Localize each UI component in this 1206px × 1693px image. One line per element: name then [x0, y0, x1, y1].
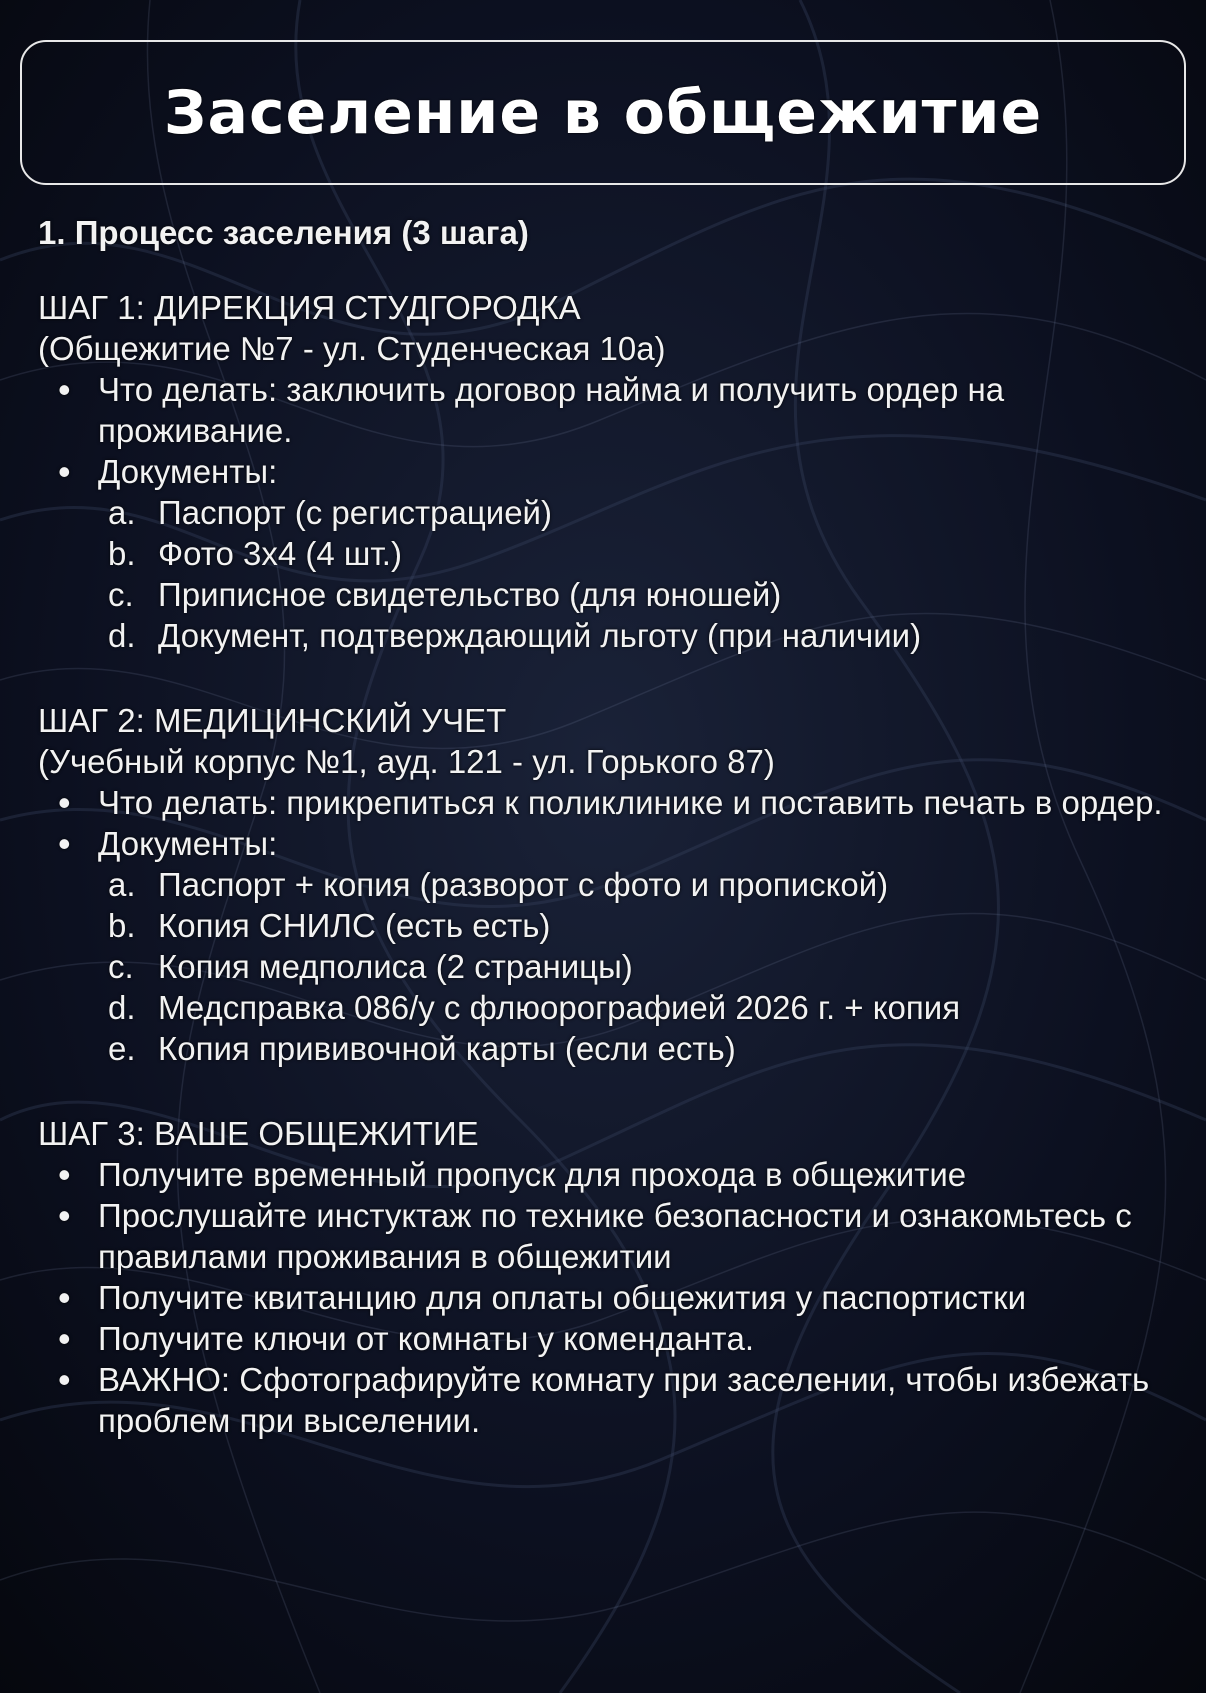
step-item-text: Получите квитанцию для оплаты общежития у паспортистки — [98, 1279, 1027, 1316]
todo-item — [38, 369, 1178, 451]
document-text: Документ, подтверждающий льготу (при наличии) — [158, 617, 922, 654]
step-title: ШАГ 2: МЕДИЦИНСКИЙ УЧЕТ — [38, 702, 507, 739]
intro-heading: 1. Процесс заселения (3 шага) — [38, 214, 529, 251]
document-item — [98, 615, 1178, 656]
documents-list — [98, 492, 1178, 656]
step-2 — [38, 700, 1178, 1069]
documents-label: Документы: — [98, 453, 278, 490]
document-text: Приписное свидетельство (для юношей) — [158, 576, 782, 613]
step-location: (Общежитие №7 - ул. Студенческая 10а) — [38, 330, 666, 367]
main-content — [38, 212, 1178, 1485]
document-text: Медсправка 086/у с флюорографией 2026 г. + копия — [158, 989, 961, 1026]
todo-item — [38, 782, 1178, 823]
document-item — [98, 533, 1178, 574]
step-bullet-list — [38, 782, 1178, 1069]
step-item-text: ВАЖНО: Сфотографируйте комнату при заселении, чтобы избежать проблем при выселении. — [98, 1361, 1150, 1439]
title-banner — [20, 40, 1186, 185]
step-item — [38, 1277, 1178, 1318]
documents-label: Документы: — [98, 825, 278, 862]
document-text: Паспорт (с регистрацией) — [158, 494, 552, 531]
document-text: Копия медполиса (2 страницы) — [158, 948, 633, 985]
step-title: ШАГ 3: ВАШЕ ОБЩЕЖИТИЕ — [38, 1115, 479, 1152]
document-text: Фото 3х4 (4 шт.) — [158, 535, 402, 572]
document-item — [98, 987, 1178, 1028]
documents-item — [38, 823, 1178, 1069]
document-marker: d. — [108, 617, 136, 654]
step-item-text: Получите ключи от комнаты у комендантa. — [98, 1320, 755, 1357]
step-item-text: Получите временный пропуск для прохода в общежитие — [98, 1156, 967, 1193]
document-marker: a. — [108, 866, 136, 903]
document-item — [98, 1028, 1178, 1069]
step-bullet-list — [38, 1154, 1178, 1441]
document-marker: b. — [108, 907, 136, 944]
step-3 — [38, 1113, 1178, 1441]
step-1 — [38, 287, 1178, 656]
step-location: (Учебный корпус №1, ауд. 121 - ул. Горького 87) — [38, 743, 775, 780]
document-marker: c. — [108, 576, 134, 613]
todo-text: Что делать: заключить договор найма и получить ордер на проживание. — [98, 371, 1005, 449]
document-text: Паспорт + копия (разворот с фото и пропиской) — [158, 866, 889, 903]
documents-item — [38, 451, 1178, 656]
document-item — [98, 905, 1178, 946]
document-text: Копия прививочной карты (если есть) — [158, 1030, 736, 1067]
step-item — [38, 1195, 1178, 1277]
step-bullet-list — [38, 369, 1178, 656]
document-text: Копия СНИЛС (есть есть) — [158, 907, 551, 944]
document-item — [98, 946, 1178, 987]
step-item — [38, 1359, 1178, 1441]
page-title: Заселение в общежитие — [163, 77, 1043, 148]
documents-list — [98, 864, 1178, 1069]
step-item — [38, 1318, 1178, 1359]
step-title: ШАГ 1: ДИРЕКЦИЯ СТУДГОРОДКА — [38, 289, 581, 326]
document-item — [98, 864, 1178, 905]
document-marker: c. — [108, 948, 134, 985]
document-marker: b. — [108, 535, 136, 572]
todo-text: Что делать: прикрепиться к поликлинике и поставить печать в ордер. — [98, 784, 1163, 821]
document-item — [98, 492, 1178, 533]
step-item-text: Прослушайте инстуктаж по технике безопасности и ознакомьтесь с правилами проживания в общежитии — [98, 1197, 1132, 1275]
document-item — [98, 574, 1178, 615]
step-item — [38, 1154, 1178, 1195]
document-marker: a. — [108, 494, 136, 531]
document-marker: d. — [108, 989, 136, 1026]
document-marker: e. — [108, 1030, 136, 1067]
